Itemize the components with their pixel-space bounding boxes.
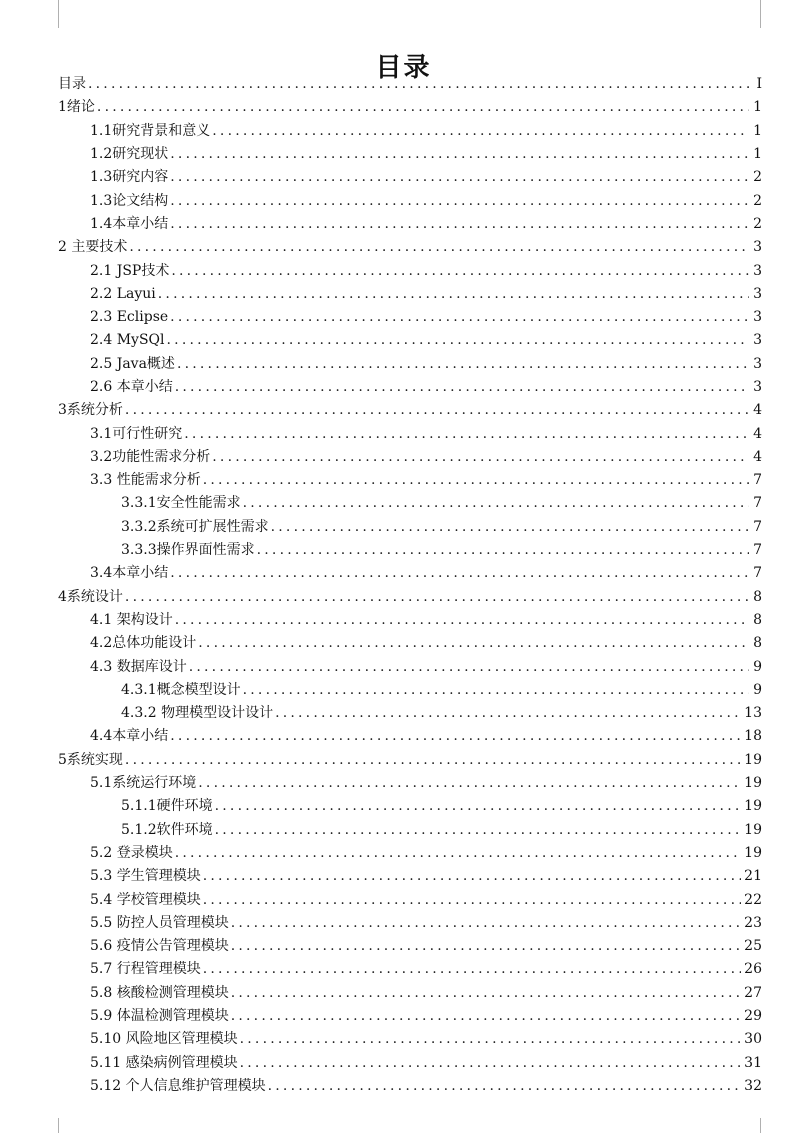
toc-page-number: 3 — [753, 239, 762, 256]
toc-dot-leader — [177, 353, 749, 376]
toc-dot-leader — [231, 935, 741, 958]
toc-page-number: 1 — [753, 146, 762, 163]
toc-page-number: 7 — [753, 542, 762, 559]
toc-entry[interactable] — [58, 655, 762, 678]
toc-dot-leader — [129, 236, 749, 259]
toc-entry[interactable] — [58, 189, 762, 212]
toc-page-number: 2 — [753, 169, 762, 186]
toc-entry[interactable] — [58, 236, 762, 259]
toc-entry-title: 1.2研究现状 — [90, 146, 169, 163]
toc-entry-title: 4.4本章小结 — [90, 728, 169, 745]
toc-dot-leader — [203, 865, 741, 888]
toc-dot-leader — [231, 1005, 741, 1028]
toc-dot-leader — [158, 283, 749, 306]
toc-entry[interactable] — [58, 562, 762, 585]
toc-dot-leader — [203, 958, 741, 981]
toc-page-number: 7 — [753, 495, 762, 512]
toc-dot-leader — [271, 516, 749, 539]
toc-entry[interactable] — [58, 353, 762, 376]
toc-page-number: 26 — [744, 961, 762, 978]
toc-dot-leader — [240, 1028, 742, 1051]
toc-page-number: 4 — [753, 425, 762, 442]
toc-entry[interactable] — [58, 865, 762, 888]
toc-entry[interactable] — [58, 283, 762, 306]
table-of-contents — [58, 73, 762, 1098]
toc-entry-title: 5.9 体温检测管理模块 — [90, 1008, 229, 1025]
toc-page-number: 19 — [744, 798, 762, 815]
toc-page-number: 3 — [753, 285, 762, 302]
toc-dot-leader — [268, 1075, 742, 1098]
toc-page-number: 3 — [753, 309, 762, 326]
toc-entry-title: 2.2 Layui — [90, 285, 156, 302]
toc-entry-title: 4.3.2 物理模型设计设计 — [121, 705, 274, 722]
toc-entry[interactable] — [58, 120, 762, 143]
toc-page-number: 2 — [753, 215, 762, 232]
toc-entry[interactable] — [58, 422, 762, 445]
toc-dot-leader — [170, 166, 749, 189]
toc-entry[interactable] — [58, 749, 762, 772]
toc-entry[interactable] — [58, 982, 762, 1005]
toc-entry[interactable] — [58, 539, 762, 562]
toc-entry-title: 5.1.1硬件环境 — [121, 798, 213, 815]
toc-entry-title: 1.3论文结构 — [90, 192, 169, 209]
page-corner-mark-top-left — [58, 0, 59, 28]
toc-page-number: 1 — [753, 99, 762, 116]
toc-dot-leader — [175, 842, 741, 865]
toc-entry[interactable] — [58, 609, 762, 632]
toc-entry[interactable] — [58, 1051, 762, 1074]
toc-entry[interactable] — [58, 516, 762, 539]
toc-entry[interactable] — [58, 446, 762, 469]
toc-page-number: 8 — [753, 635, 762, 652]
toc-dot-leader — [215, 819, 742, 842]
toc-dot-leader — [125, 399, 749, 422]
toc-dot-leader — [175, 376, 749, 399]
toc-page-number: 19 — [744, 751, 762, 768]
toc-entry-title: 4.3.1概念模型设计 — [121, 681, 241, 698]
toc-entry[interactable] — [58, 259, 762, 282]
toc-page-number: 3 — [753, 379, 762, 395]
toc-entry-title: 5.3 学生管理模块 — [90, 868, 201, 885]
toc-dot-leader — [167, 329, 749, 352]
toc-entry-title: 1.4本章小结 — [90, 215, 169, 232]
toc-dot-leader — [184, 423, 749, 446]
toc-entry[interactable] — [58, 795, 762, 818]
toc-entry-title: 5.12 个人信息维护管理模块 — [90, 1077, 266, 1094]
toc-page-number: 19 — [744, 775, 762, 792]
toc-page-number: 23 — [744, 914, 762, 931]
toc-dot-leader — [171, 260, 749, 283]
toc-dot-leader — [203, 889, 741, 912]
toc-page-number: 32 — [744, 1077, 762, 1094]
toc-dot-leader — [243, 492, 749, 515]
toc-entry-title: 2.1 JSP技术 — [90, 262, 170, 279]
toc-entry[interactable] — [58, 586, 762, 609]
toc-entry-title: 目录 — [58, 76, 86, 93]
toc-page-number: 30 — [744, 1031, 762, 1048]
toc-entry[interactable] — [58, 376, 762, 399]
toc-entry-title: 2.5 Java概述 — [90, 355, 175, 372]
toc-page-number: 7 — [753, 565, 762, 582]
toc-entry[interactable] — [58, 679, 762, 702]
toc-entry-title: 5系统实现 — [58, 751, 123, 768]
toc-page-number: 3 — [753, 355, 762, 372]
toc-dot-leader — [125, 586, 749, 609]
toc-page-number: 9 — [753, 681, 762, 698]
toc-entry[interactable] — [58, 1075, 762, 1098]
toc-dot-leader — [175, 609, 749, 632]
toc-page-number: 18 — [744, 728, 762, 745]
toc-entry-title: 4.2总体功能设计 — [90, 635, 197, 652]
toc-page-number: 31 — [744, 1054, 762, 1071]
toc-entry[interactable] — [58, 469, 762, 492]
toc-entry-title: 5.1系统运行环境 — [90, 775, 197, 792]
toc-entry-title: 5.10 风险地区管理模块 — [90, 1031, 238, 1048]
toc-entry[interactable] — [58, 213, 762, 236]
toc-entry[interactable] — [58, 96, 762, 119]
toc-entry-title: 2 主要技术 — [58, 239, 128, 256]
toc-entry[interactable] — [58, 958, 762, 981]
toc-page-number: 3 — [753, 262, 762, 279]
toc-entry-title: 5.5 防控人员管理模块 — [90, 914, 229, 931]
page-corner-mark-bottom-left — [58, 1118, 59, 1133]
toc-page-number: 7 — [753, 472, 762, 489]
toc-page-number: 29 — [744, 1008, 762, 1025]
toc-entry-title: 3.1可行性研究 — [90, 425, 183, 442]
toc-entry-title: 4.3 数据库设计 — [90, 658, 187, 675]
toc-dot-leader — [170, 306, 749, 329]
toc-entry-title: 2.6 本章小结 — [90, 379, 173, 395]
toc-entry[interactable] — [58, 888, 762, 911]
toc-dot-leader — [189, 656, 749, 679]
toc-dot-leader — [170, 190, 749, 213]
toc-page-number: 1 — [753, 122, 762, 139]
toc-entry-title: 3.2功能性需求分析 — [90, 448, 211, 465]
toc-entry-title: 5.8 核酸检测管理模块 — [90, 984, 229, 1001]
toc-entry-title: 5.4 学校管理模块 — [90, 891, 201, 908]
toc-dot-leader — [212, 120, 749, 143]
page-title: 目录 — [375, 53, 432, 84]
toc-entry-title: 3.4本章小结 — [90, 565, 169, 582]
toc-entry-title: 5.1.2软件环境 — [121, 821, 213, 838]
toc-dot-leader — [170, 562, 749, 585]
toc-dot-leader — [198, 772, 741, 795]
page-corner-mark-top-right — [760, 0, 761, 28]
toc-entry-title: 1.1研究背景和意义 — [90, 122, 211, 139]
toc-entry-title: 3系统分析 — [58, 402, 123, 419]
toc-page-number: 8 — [753, 611, 762, 628]
toc-entry-title: 3.3 性能需求分析 — [90, 472, 201, 489]
toc-entry[interactable] — [58, 1028, 762, 1051]
toc-page-number: 21 — [744, 868, 762, 885]
toc-page-number: I — [756, 76, 762, 93]
toc-entry[interactable] — [58, 143, 762, 166]
toc-dot-leader — [243, 679, 749, 702]
toc-page-number: 2 — [753, 192, 762, 209]
toc-dot-leader — [275, 702, 741, 725]
toc-page-number: 27 — [744, 984, 762, 1001]
toc-entry[interactable] — [58, 632, 762, 655]
toc-entry-title: 3.3.2系统可扩展性需求 — [121, 518, 269, 535]
toc-dot-leader — [231, 912, 741, 935]
toc-entry-title: 1.3研究内容 — [90, 169, 169, 186]
toc-page-number: 9 — [753, 658, 762, 675]
toc-page-number: 25 — [744, 938, 762, 955]
toc-page-number: 13 — [744, 705, 762, 722]
toc-entry-title: 5.7 行程管理模块 — [90, 961, 201, 978]
toc-entry-title: 1绪论 — [58, 99, 95, 116]
toc-page-number: 7 — [753, 518, 762, 535]
toc-entry-title: 3.3.3操作界面性需求 — [121, 542, 255, 559]
toc-dot-leader — [97, 96, 749, 119]
toc-entry[interactable] — [58, 73, 762, 96]
toc-page-number: 8 — [753, 588, 762, 605]
toc-entry[interactable] — [58, 772, 762, 795]
toc-entry-title: 4.1 架构设计 — [90, 611, 173, 628]
toc-entry[interactable] — [58, 842, 762, 865]
toc-entry[interactable] — [58, 702, 762, 725]
toc-entry[interactable] — [58, 725, 762, 748]
toc-entry-title: 2.4 MySQl — [90, 332, 165, 349]
toc-entry[interactable] — [58, 935, 762, 958]
toc-dot-leader — [231, 982, 741, 1005]
toc-entry-title: 2.3 Eclipse — [90, 309, 169, 326]
toc-entry[interactable] — [58, 819, 762, 842]
toc-entry[interactable] — [58, 492, 762, 515]
toc-entry[interactable] — [58, 399, 762, 422]
toc-dot-leader — [88, 73, 749, 96]
toc-dot-leader — [125, 749, 741, 772]
toc-page-number: 19 — [744, 844, 762, 861]
toc-dot-leader — [170, 725, 741, 748]
toc-page-number: 3 — [753, 332, 762, 349]
toc-dot-leader — [198, 632, 749, 655]
toc-page-number: 19 — [744, 821, 762, 838]
toc-entry[interactable] — [58, 1005, 762, 1028]
page-corner-mark-bottom-right — [760, 1118, 761, 1133]
toc-page-number: 4 — [753, 402, 762, 419]
toc-page-number: 4 — [753, 448, 762, 465]
toc-entry-title: 3.3.1安全性能需求 — [121, 495, 241, 512]
toc-entry-title: 5.2 登录模块 — [90, 844, 173, 861]
toc-entry[interactable] — [58, 166, 762, 189]
toc-entry[interactable] — [58, 912, 762, 935]
toc-entry-title: 5.6 疫情公告管理模块 — [90, 938, 229, 955]
toc-dot-leader — [257, 539, 749, 562]
toc-dot-leader — [170, 143, 749, 166]
toc-entry[interactable] — [58, 329, 762, 352]
toc-entry-title: 5.11 感染病例管理模块 — [90, 1054, 238, 1071]
toc-entry-title: 4系统设计 — [58, 588, 123, 605]
toc-dot-leader — [212, 446, 749, 469]
toc-dot-leader — [215, 795, 742, 818]
toc-dot-leader — [240, 1052, 742, 1075]
toc-dot-leader — [203, 469, 749, 492]
toc-page-number: 22 — [744, 891, 762, 908]
toc-entry[interactable] — [58, 306, 762, 329]
toc-dot-leader — [170, 213, 749, 236]
